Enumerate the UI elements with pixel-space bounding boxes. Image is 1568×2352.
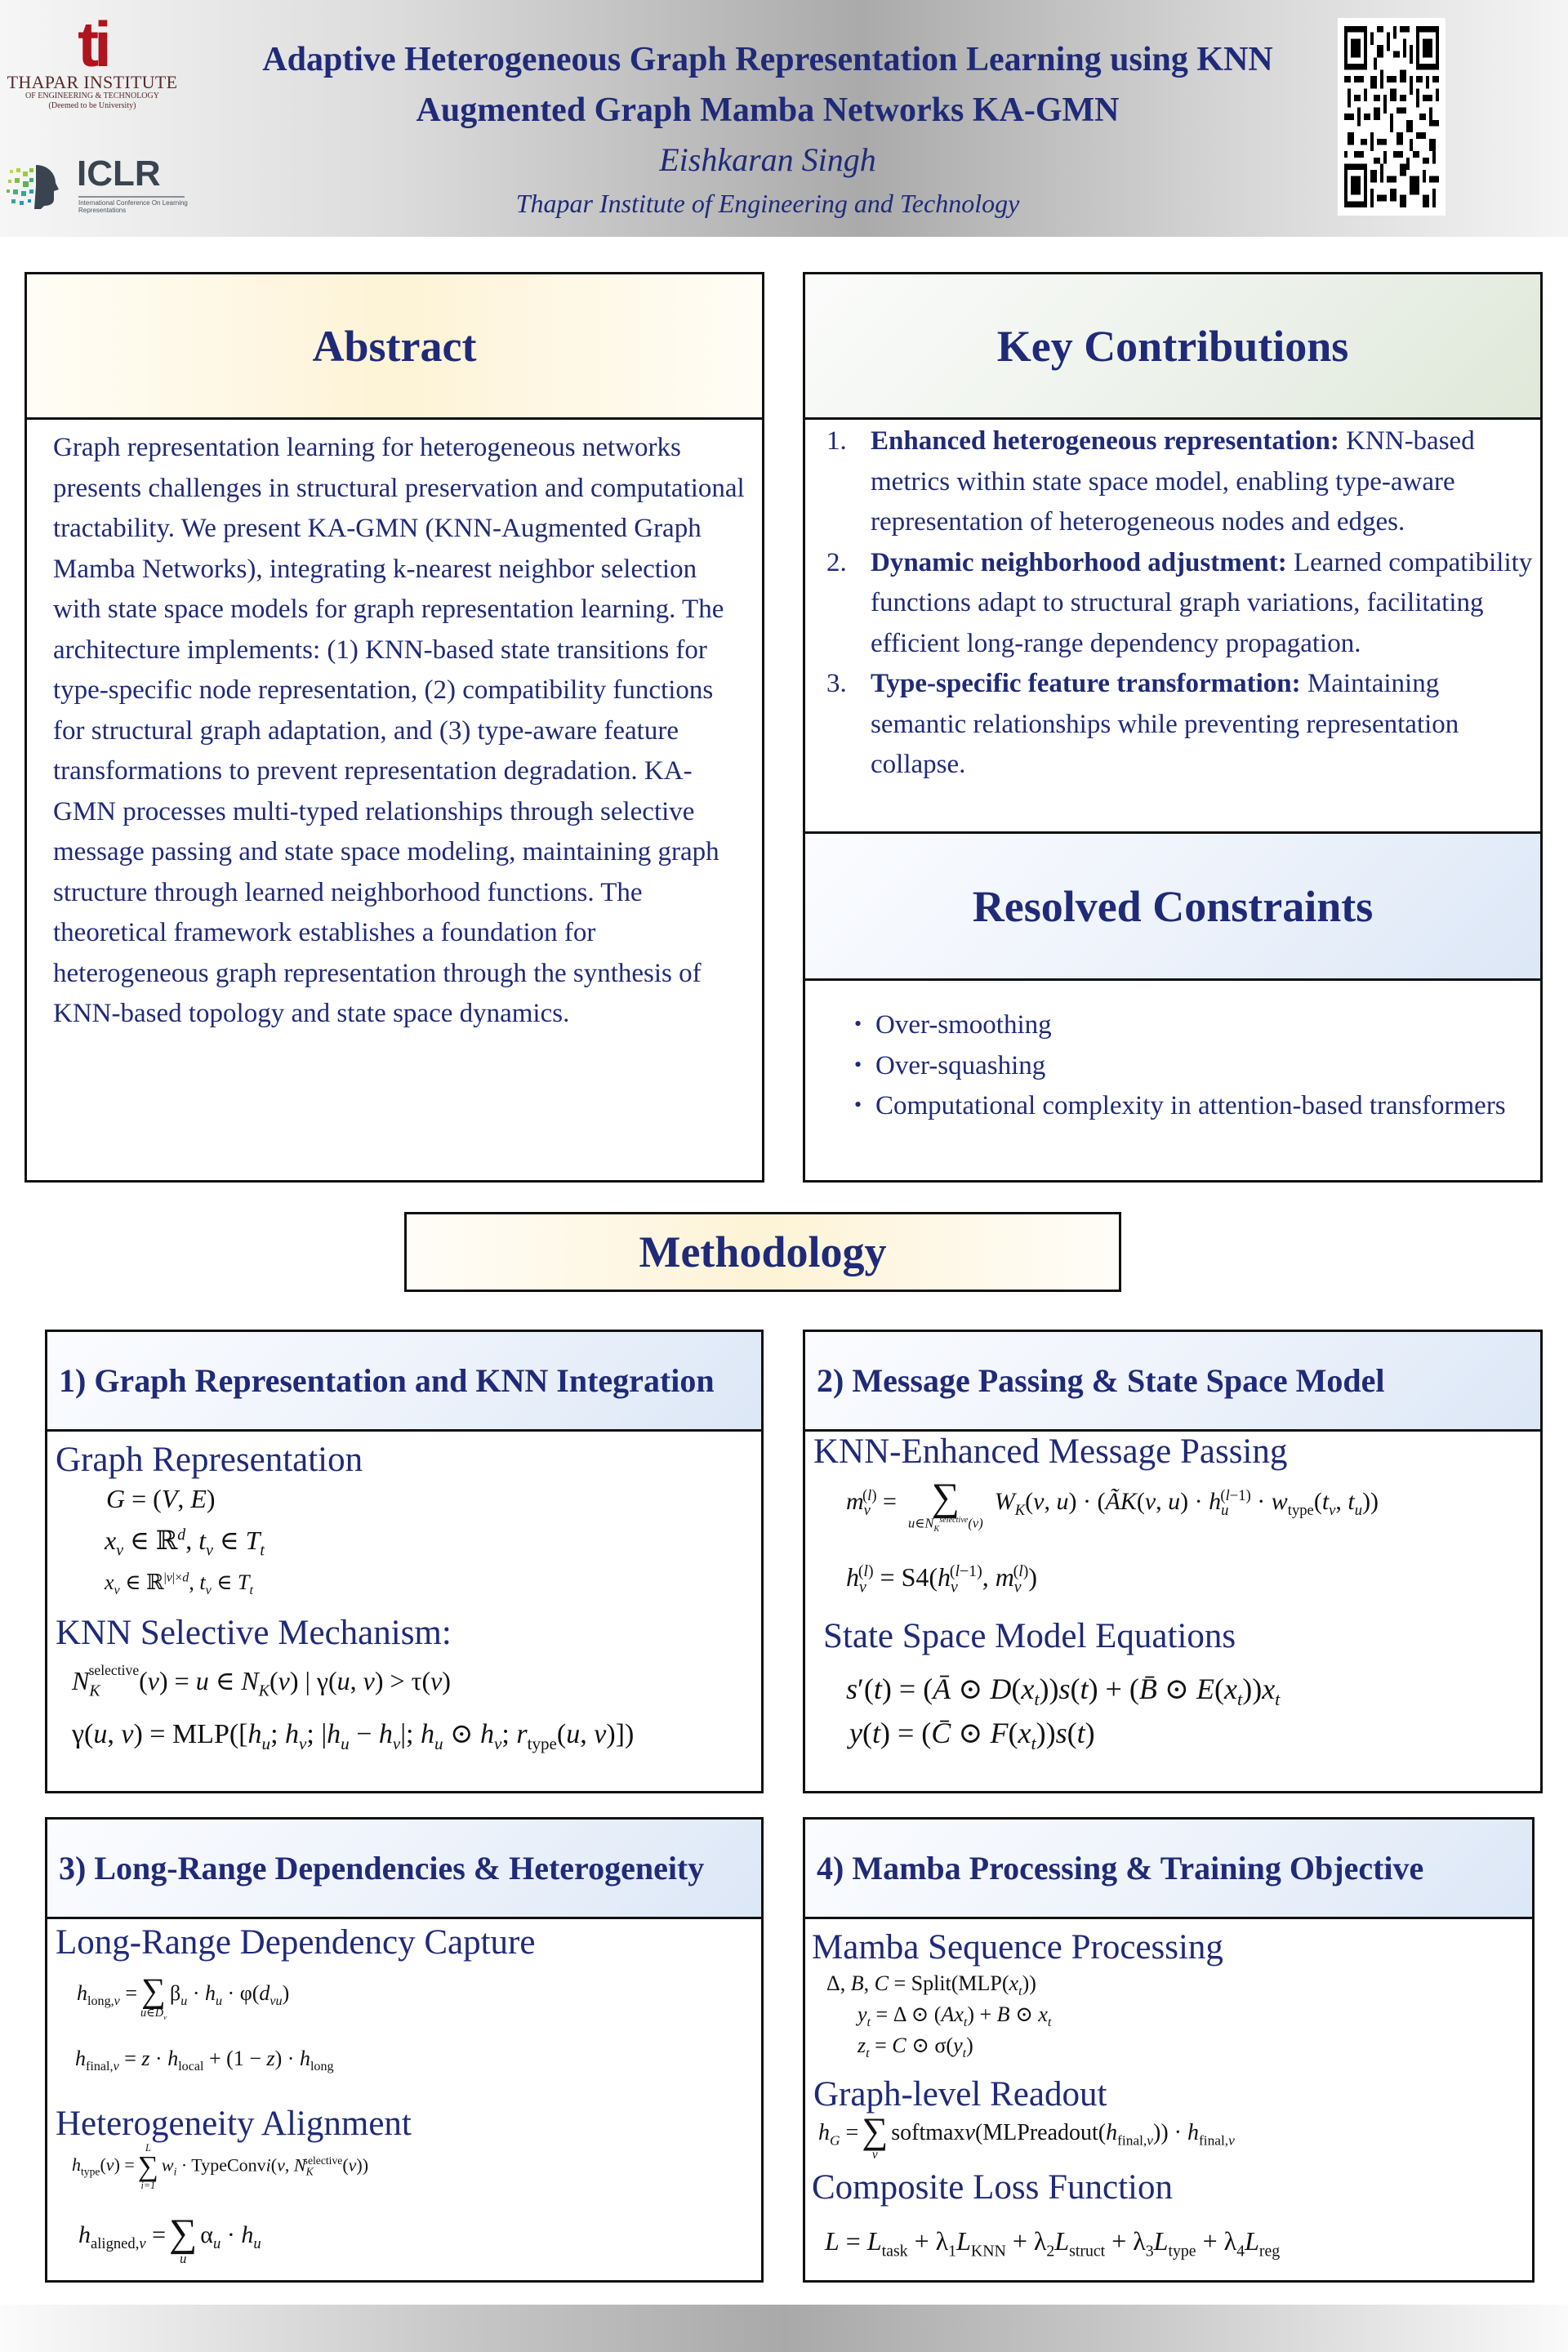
method-2-sub-message-passing: KNN-Enhanced Message Passing bbox=[813, 1432, 1288, 1471]
iclr-logo-rule bbox=[78, 196, 185, 198]
method-panel-1 bbox=[45, 1330, 764, 1793]
method-panel-4 bbox=[803, 1817, 1535, 2283]
method-panel-2 bbox=[803, 1330, 1543, 1793]
iclr-logo-text: ICLR bbox=[77, 154, 161, 194]
method-1-title: 1) Graph Representation and KNN Integration bbox=[59, 1362, 715, 1399]
method-1-header bbox=[47, 1332, 761, 1432]
contributions-list bbox=[825, 421, 1535, 786]
qr-code-icon[interactable] bbox=[1338, 18, 1446, 216]
ti-logo-icon: ti bbox=[78, 8, 107, 80]
abstract-heading: Abstract bbox=[312, 321, 477, 371]
equation-node-matrix: $x_v$ ∈ ℝ$^{|v|\times d}$, $t_v$ ∈ $T_t$ bbox=[105, 1570, 253, 1598]
equation-split: Δ, B, $C = Split(MLP(x_t))$ bbox=[826, 1971, 1036, 1999]
method-4-sub-mamba: Mamba Sequence Processing bbox=[812, 1928, 1223, 1967]
contribution-number: 1. bbox=[826, 426, 847, 456]
thapar-logo-sub2: (Deemed to be University) bbox=[48, 101, 136, 110]
method-2-header bbox=[805, 1332, 1540, 1432]
abstract-panel bbox=[24, 272, 764, 1183]
methodology-heading: Methodology bbox=[639, 1227, 887, 1276]
contribution-title: Enhanced heterogeneous representation: bbox=[871, 426, 1339, 456]
equation-selective-neighbors: $N_K^{selective}(v) = u$ ∈ $N_K(v)$ | γ(u, v) > τ(v) bbox=[72, 1662, 451, 1700]
thapar-logo-sub: OF ENGINEERING & TECHNOLOGY bbox=[25, 91, 159, 100]
author-name: Eishkaran Singh bbox=[659, 141, 876, 178]
method-1-sub-knn-selective: KNN Selective Mechanism: bbox=[56, 1614, 452, 1652]
method-1-sub-graph-representation: Graph Representation bbox=[56, 1441, 363, 1479]
thapar-logo-name: THAPAR INSTITUTE bbox=[7, 72, 178, 92]
method-2-title: 2) Message Passing & State Space Model bbox=[817, 1362, 1385, 1399]
method-4-header bbox=[805, 1820, 1532, 1919]
method-3-sub-heterogeneity: Heterogeneity Alignment bbox=[56, 2105, 412, 2143]
poster-title-line-1: Adaptive Heterogeneous Graph Representation Learning using KNN bbox=[262, 41, 1273, 78]
contribution-text: Maintaining semantic relationships while preventing representation collapse. bbox=[871, 669, 1459, 779]
equation-gamma-mlp: γ(u, $v) = MLP([h_u$; $h_v$; $|h_u - h_v|$; $h_u$ ⊙ $h_v$; $r_{type}(u$, v)]) bbox=[72, 1719, 635, 1753]
footer-bar bbox=[0, 2305, 1568, 2352]
equation-long-range: $h_{long,v}$ = ∑ $u\in D_v$ $\beta_u \cdot h_u \cdot \varphi(d_{vu})$ bbox=[77, 1971, 290, 2021]
iclr-head-icon bbox=[5, 162, 62, 211]
constraints-panel bbox=[803, 831, 1543, 1183]
method-panel-3 bbox=[45, 1817, 764, 2283]
equation-aligned: $h_{aligned,v}$ = ∑ u $\alpha_u \cdot h_u$ bbox=[78, 2212, 261, 2266]
equation-state-output: y(t) = (C̄ ⊙ $F(x_t))s(t)$ bbox=[849, 1717, 1095, 1754]
equation-yt: $y_t = \Delta$ ⊙ $(Ax_t) + B$ ⊙ $x_t$ bbox=[858, 2002, 1052, 2030]
constraint-item: • Over-squashing bbox=[854, 1046, 1524, 1087]
method-4-title: 4) Mamba Processing & Training Objective bbox=[817, 1850, 1424, 1886]
contribution-item bbox=[825, 543, 1535, 665]
equation-message: $m_v^{(l)}$ = ∑ $u\in N_K^{selective}(v)$ $W_K(v$, u) · (ÃK(v, $u) \cdot h_u^{(l-1)} \cdot w_{type}(t_v$, $t_u$)) bbox=[846, 1476, 1379, 1534]
method-4-sub-loss: Composite Loss Function bbox=[812, 2168, 1173, 2207]
contributions-header bbox=[805, 274, 1540, 420]
abstract-header bbox=[27, 274, 762, 420]
equation-graph-def: G = (V, E) bbox=[106, 1484, 216, 1513]
poster-header bbox=[0, 0, 1568, 237]
methodology-banner bbox=[404, 1212, 1121, 1292]
equation-zt: $z_t = C$ ⊙ $\sigma(y_t)$ bbox=[858, 2034, 973, 2061]
contribution-title: Dynamic neighborhood adjustment: bbox=[871, 547, 1287, 577]
contribution-item bbox=[825, 664, 1535, 786]
thapar-logo bbox=[7, 8, 178, 111]
contributions-heading: Key Contributions bbox=[996, 321, 1349, 371]
poster-title-block bbox=[196, 34, 1339, 222]
author-affiliation: Thapar Institute of Engineering and Technology bbox=[515, 189, 1020, 218]
constraints-list bbox=[854, 1005, 1524, 1127]
poster-title-line-2: Augmented Graph Mamba Networks KA-GMN bbox=[416, 91, 1120, 129]
equation-type-conv: $h_{type}(v)$ = L ∑ i=1 $w_i$ · TypeConvi(v, $N_K^{selective}(v)$) bbox=[72, 2142, 369, 2191]
contribution-text: KNN-based metrics within state space model, enabling type-aware representation of heterogeneous nodes and edges. bbox=[871, 426, 1475, 537]
equation-state-derivative: s′(t) = (Ā ⊙ $D(x_t))s(t)$ + (B̄ ⊙ $E(x_t))x_t$ bbox=[846, 1673, 1281, 1710]
iclr-logo-sub: International Conference On Learning Representations bbox=[78, 199, 188, 214]
constraints-header bbox=[805, 834, 1540, 981]
contribution-text: Learned compatibility functions adapt to structural graph variations, facilitating efficient long-range dependency propagation. bbox=[871, 547, 1533, 658]
constraint-item: • Computational complexity in attention-based transformers bbox=[854, 1086, 1524, 1127]
contribution-item bbox=[825, 421, 1535, 543]
contribution-title: Type-specific feature transformation: bbox=[871, 669, 1301, 698]
method-2-sub-ssm-equations: State Space Model Equations bbox=[823, 1617, 1236, 1655]
iclr-logo bbox=[5, 155, 193, 212]
contribution-number: 2. bbox=[826, 547, 847, 577]
equation-final-combine: $h_{final,v} = z \cdot h_{local} + (1 - z) \cdot h_{long}$ bbox=[75, 2047, 334, 2074]
abstract-body: Graph representation learning for heterogeneous networks presents challenges in structural preservation and computational tractability. We present KA-GMN (KNN-Augmented Graph Mamba Networks), integrating k-nearest neighbor selection with state space models for graph representation learning. The architecture implements: (1) KNN-based state transitions for type-specific node representation, (2) compatibility functions for structural graph adaptation, and (3) type-aware feature transformations to prevent representation degradation. KA-GMN processes multi-typed relationships through selective message passing and state space modeling, maintaining graph structure through learned neighborhood functions. The theoretical framework establishes a foundation for heterogeneous graph representation through the synthesis of KNN-based topology and state space dynamics. bbox=[53, 433, 745, 1028]
contribution-number: 3. bbox=[826, 669, 847, 698]
equation-composite-loss: $L = L_{task} + \lambda_1L_{KNN} + \lambda_2L_{struct} + \lambda_3L_{type} + \lambda_4L_{reg}$ bbox=[825, 2226, 1281, 2261]
contributions-panel bbox=[803, 272, 1543, 834]
equation-s4-update: $h_v^{(l)} = S4(h_v^{(l-1)}$, $m_v^{(l)}$) bbox=[846, 1562, 1037, 1597]
method-3-header bbox=[47, 1820, 761, 1919]
constraint-item: • Over-smoothing bbox=[854, 1005, 1524, 1046]
constraints-heading: Resolved Constraints bbox=[972, 881, 1374, 931]
equation-readout: $h_G$ = ∑ v $softmaxv(MLPreadout(h_{final,v})) \cdot h_{final,v}$ bbox=[818, 2110, 1235, 2162]
method-3-sub-long-range: Long-Range Dependency Capture bbox=[56, 1923, 536, 1962]
method-3-title: 3) Long-Range Dependencies & Heterogeneity bbox=[59, 1850, 705, 1886]
equation-node-features: $x_v$ ∈ ℝ$^d$, $t_v$ ∈ $T_t$ bbox=[105, 1526, 265, 1560]
method-4-sub-readout: Graph-level Readout bbox=[813, 2075, 1107, 2114]
